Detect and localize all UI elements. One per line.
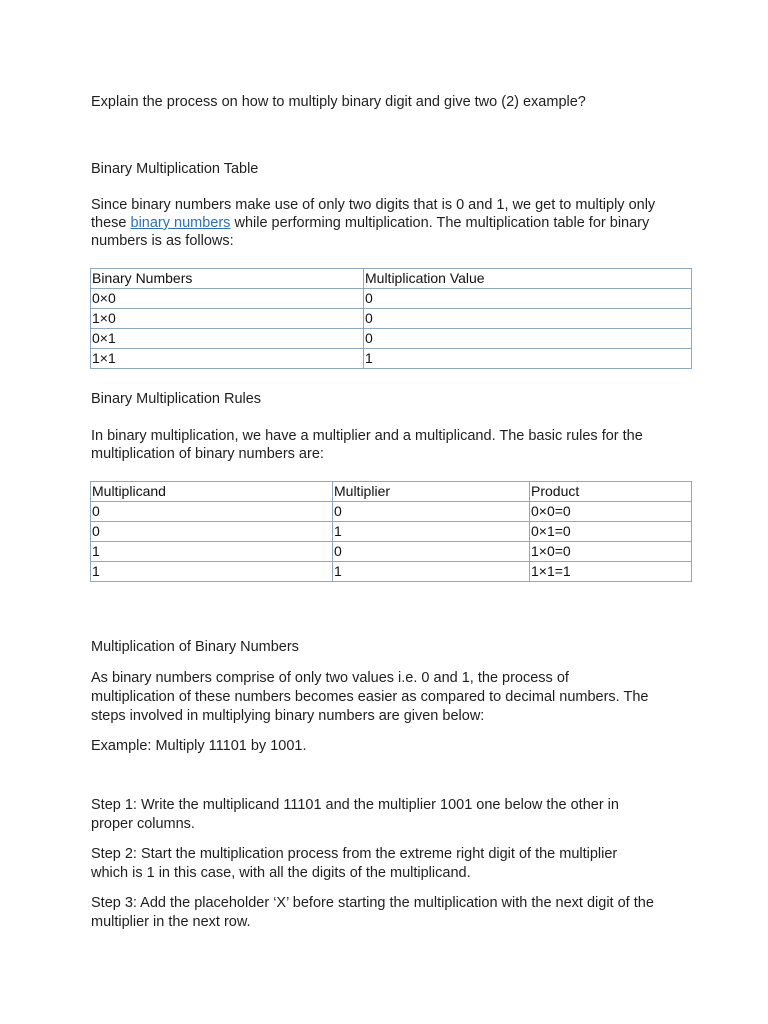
table-cell: 1×0 bbox=[91, 309, 364, 329]
table-row bbox=[91, 289, 692, 309]
table-cell: 1×1=1 bbox=[530, 562, 692, 582]
table-cell: 1×0=0 bbox=[530, 542, 692, 562]
process-para-line2: multiplication of these numbers becomes easier as compared to decimal numbers. The bbox=[91, 689, 649, 705]
table-cell: 1 bbox=[333, 522, 530, 542]
table-cell: 0 bbox=[364, 289, 692, 309]
table-header-row bbox=[91, 482, 692, 502]
table-cell: 0 bbox=[364, 309, 692, 329]
multiplication-table bbox=[90, 268, 692, 369]
table-cell: 1 bbox=[91, 562, 333, 582]
table-cell: 1 bbox=[364, 349, 692, 369]
step-1-line2: proper columns. bbox=[91, 816, 195, 832]
table-cell: 0 bbox=[333, 542, 530, 562]
table-intro-line3: numbers is as follows: bbox=[91, 233, 234, 249]
table-cell: 1×1 bbox=[91, 349, 364, 369]
column-header: Product bbox=[530, 482, 692, 502]
step-1-line1: Step 1: Write the multiplicand 11101 and the multiplier 1001 one below the other in bbox=[91, 797, 619, 813]
section-heading-rules: Binary Multiplication Rules bbox=[91, 391, 262, 407]
table-intro-line1: Since binary numbers make use of only two digits that is 0 and 1, we get to multiply only bbox=[91, 197, 656, 213]
table-cell: 0 bbox=[364, 329, 692, 349]
section-heading-process: Multiplication of Binary Numbers bbox=[91, 639, 299, 655]
section-heading-table: Binary Multiplication Table bbox=[91, 161, 259, 177]
table-row bbox=[91, 349, 692, 369]
question-text: Explain the process on how to multiply binary digit and give two (2) example? bbox=[91, 94, 586, 110]
step-3-line1: Step 3: Add the placeholder ‘X’ before starting the multiplication with the next digit of the bbox=[91, 895, 654, 911]
process-para-line1: As binary numbers comprise of only two values i.e. 0 and 1, the process of bbox=[91, 670, 569, 686]
step-2-line2: which is 1 in this case, with all the digits of the multiplicand. bbox=[91, 865, 471, 881]
table-cell: 0×1 bbox=[91, 329, 364, 349]
column-header: Multiplier bbox=[333, 482, 530, 502]
rules-table bbox=[90, 481, 692, 582]
table-intro-line2-before: these bbox=[91, 215, 131, 231]
column-header: Binary Numbers bbox=[91, 269, 364, 289]
table-row bbox=[91, 562, 692, 582]
table-cell: 0×0 bbox=[91, 289, 364, 309]
table-row bbox=[91, 522, 692, 542]
process-para-line3: steps involved in multiplying binary numbers are given below: bbox=[91, 708, 485, 724]
table-cell: 0 bbox=[91, 502, 333, 522]
step-2-line1: Step 2: Start the multiplication process from the extreme right digit of the multiplier bbox=[91, 846, 618, 862]
table-row bbox=[91, 502, 692, 522]
table-intro-line2 bbox=[91, 214, 649, 232]
table-row bbox=[91, 309, 692, 329]
column-header: Multiplicand bbox=[91, 482, 333, 502]
table-cell: 0 bbox=[91, 522, 333, 542]
column-header: Multiplication Value bbox=[364, 269, 692, 289]
table-intro-line2-after: while performing multiplication. The multiplication table for binary bbox=[230, 215, 650, 231]
binary-numbers-link[interactable]: binary numbers bbox=[130, 215, 231, 231]
rules-intro-line1: In binary multiplication, we have a multiplier and a multiplicand. The basic rules for the bbox=[91, 428, 643, 444]
table-cell: 1 bbox=[333, 562, 530, 582]
rules-intro-line2: multiplication of binary numbers are: bbox=[91, 446, 324, 462]
table-row bbox=[91, 542, 692, 562]
table-cell: 0×0=0 bbox=[530, 502, 692, 522]
table-row bbox=[91, 329, 692, 349]
step-3-line2: multiplier in the next row. bbox=[91, 914, 251, 930]
table-cell: 0×1=0 bbox=[530, 522, 692, 542]
table-header-row bbox=[91, 269, 692, 289]
table-cell: 1 bbox=[91, 542, 333, 562]
table-cell: 0 bbox=[333, 502, 530, 522]
example-text: Example: Multiply 11101 by 1001. bbox=[91, 738, 307, 754]
